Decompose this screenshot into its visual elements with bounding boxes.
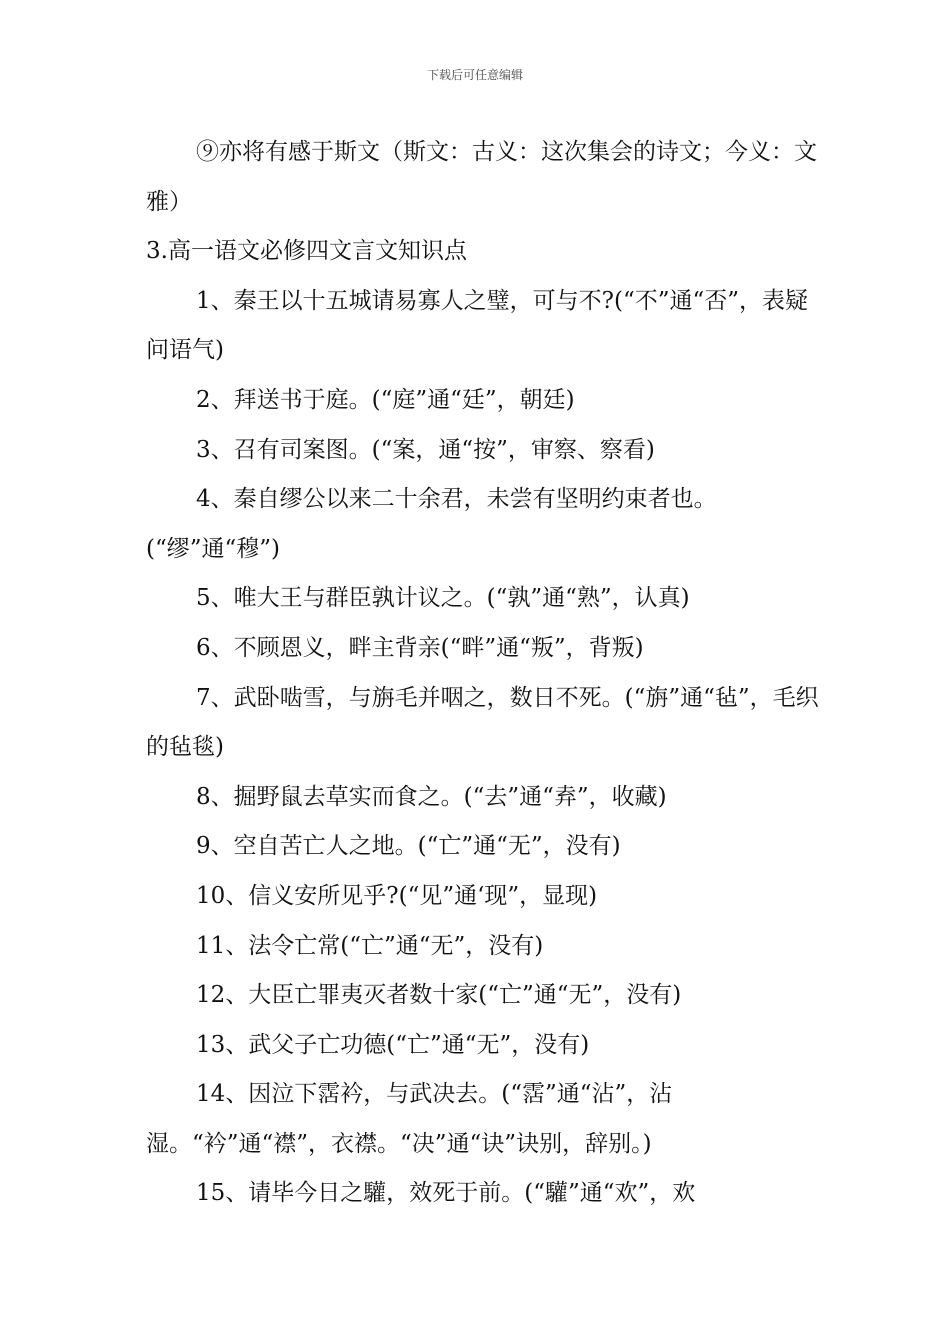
list-item: 14、因泣下霑衿，与武决去。(“霑”通“沾”，沾湿。“衿”通“襟”，衣襟。“决”通“诀”诀别，辞别。) [146, 1081, 673, 1157]
document-body [146, 128, 826, 1219]
list-item: 2、拜送书于庭。(“庭”通“廷”，朝廷) [196, 386, 575, 413]
list-item: 8、掘野鼠去草实而食之。(“去”通“弆”，收藏) [196, 783, 667, 810]
list-item: 12、大臣亡罪夷灭者数十家(“亡”通“无”，没有) [196, 982, 682, 1009]
page-header-note: 下载后可任意编辑 [426, 68, 523, 82]
list-item: 4、秦自缪公以来二十余君，未尝有坚明约束者也。(“缪”通“穆”) [146, 486, 717, 562]
list-item: 7、武卧啮雪，与旃毛并咽之，数日不死。(“旃”通“毡”，毛织的毡毯) [146, 684, 819, 761]
section-heading: 3.高一语文必修四文言文知识点 [146, 238, 467, 265]
list-item: 3、召有司案图。(“案，通“按”，审察、察看) [196, 436, 655, 463]
list-item: 11、法令亡常(“亡”通“无”，没有) [196, 932, 544, 959]
list-item: 10、信义安所见乎?(“见”通‘现”，显现) [196, 882, 598, 909]
list-item: 1、秦王以十五城请易寡人之璧，可与不?(“不”通“否”，表疑问语气) [146, 287, 808, 364]
list-item: 6、不顾恩义，畔主背亲(“畔”通“叛”，背叛) [196, 634, 644, 661]
list-item: 9、空自苦亡人之地。(“亡”通“无”，没有) [196, 833, 621, 860]
paragraph: ⑨亦将有感于斯文（斯文：古义：这次集会的诗文；今义：文雅） [146, 139, 817, 215]
list-item: 15、请毕今日之驩，效死于前。(“驩”通“欢”，欢 [196, 1180, 696, 1207]
list-item: 5、唯大王与群臣孰计议之。(“孰”通“熟”，认真) [196, 585, 690, 612]
list-item: 13、武父子亡功德(“亡”通“无”，没有) [196, 1031, 590, 1058]
